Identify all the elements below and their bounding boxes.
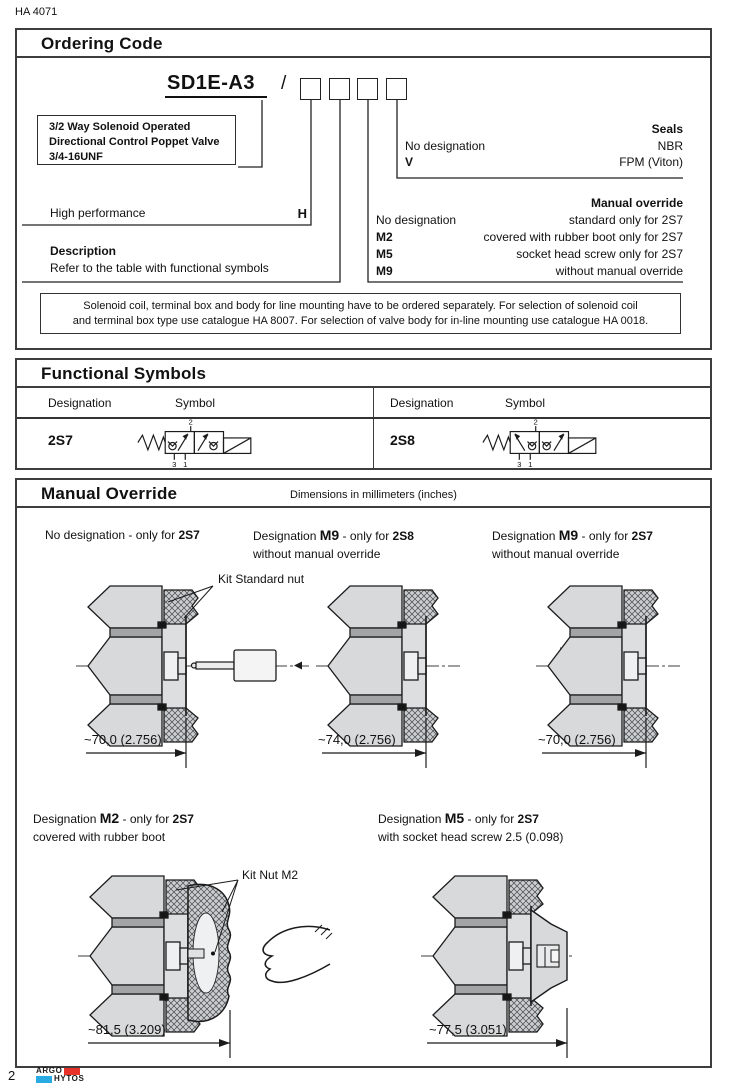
- ordering-code-header: [17, 30, 710, 58]
- description-text: Refer to the table with functional symbols: [50, 261, 269, 275]
- designation-2s7: 2S7: [48, 432, 73, 448]
- drawing-m9-2s8: [310, 560, 485, 775]
- high-performance-label: High performance: [50, 206, 146, 220]
- valve-symbol-2s8: [467, 417, 619, 468]
- col-header-symbol: Symbol: [505, 396, 546, 410]
- high-performance-code: H: [297, 206, 307, 221]
- drawing-standard-override: [70, 560, 320, 775]
- section-manual-override: [15, 478, 712, 1068]
- port-label-3: 3: [172, 460, 177, 468]
- manual-override-row: M9 without manual override: [376, 264, 683, 278]
- description-title: Description: [50, 244, 117, 258]
- variant-label-m5: Designation M5 - only for 2S7 with socket head screw 2.5 (0.098): [378, 810, 564, 844]
- logo-cyan-block: [36, 1076, 52, 1083]
- port-label-3: 3: [517, 460, 522, 468]
- ordering-model: [165, 72, 286, 95]
- variant-label-m2: Designation M2 - only for 2S7 covered with rubber boot: [33, 810, 194, 844]
- manual-override-header: [17, 480, 710, 508]
- section-functional-symbols: [15, 358, 712, 470]
- code-position-box-1: [300, 78, 321, 100]
- table-divider: [373, 388, 374, 468]
- page-number: 2: [8, 1068, 16, 1083]
- manual-override-row: M2 covered with rubber boot only for 2S7: [376, 230, 683, 244]
- seals-title: Seals: [651, 122, 683, 136]
- manual-override-row: No designation standard only for 2S7: [376, 213, 683, 227]
- manual-override-title: Manual override: [590, 196, 683, 210]
- port-label-2: 2: [533, 417, 538, 427]
- valve-type-box: 3/2 Way Solenoid Operated Directional Control Poppet Valve 3/4-16UNF: [37, 115, 236, 165]
- manual-override-row: M5 socket head screw only for 2S7: [376, 247, 683, 261]
- col-header-designation: Designation: [390, 396, 454, 410]
- dimension-label: ~70,0 (2.756): [84, 732, 162, 747]
- finger-icon: [263, 925, 332, 982]
- units-note: Dimensions in millimeters (inches): [290, 489, 457, 501]
- col-header-designation: Designation: [48, 396, 112, 410]
- kit-callout: Kit Standard nut: [218, 572, 305, 586]
- code-position-box-3: [357, 78, 378, 100]
- functional-symbols-title: Functional Symbols: [41, 364, 207, 383]
- seals-row: V FPM (Viton): [405, 155, 683, 169]
- variant-label-no-designation: No designation - only for 2S7: [45, 528, 200, 542]
- drawing-m9-2s7: [530, 560, 705, 775]
- manual-override-section-title: Manual Override: [41, 484, 178, 503]
- ordering-code-title: Ordering Code: [41, 34, 163, 53]
- port-label-2: 2: [188, 417, 193, 427]
- dimension-label: ~70,0 (2.756): [538, 732, 616, 747]
- kit-callout: Kit Nut M2: [242, 868, 299, 882]
- dimension-label: ~74,0 (2.756): [318, 732, 396, 747]
- port-label-1: 1: [528, 460, 533, 468]
- model-code: SD1E-A3: [165, 72, 267, 98]
- logo-text-hytos: HYTOS: [54, 1074, 85, 1083]
- drawing-m2-rubber-boot: [72, 850, 342, 1065]
- model-separator: /: [280, 73, 287, 94]
- doc-code: HA 4071: [15, 6, 58, 18]
- seals-row: No designation NBR: [405, 139, 683, 153]
- port-label-1: 1: [183, 460, 188, 468]
- variant-label-m9-2s8: Designation M9 - only for 2S8 without manual override: [253, 527, 414, 561]
- valve-symbol-2s7: [122, 417, 274, 468]
- variant-label-m9-2s7: Designation M9 - only for 2S7 without manual override: [492, 527, 653, 561]
- dimension-label: ~81,5 (3.209): [88, 1022, 166, 1037]
- functional-symbols-header: [17, 360, 710, 388]
- logo-text-argo: ARGO: [36, 1066, 63, 1075]
- col-header-symbol: Symbol: [175, 396, 216, 410]
- high-performance-row: [50, 206, 307, 221]
- argo-hytos-logo: [36, 1067, 84, 1083]
- code-position-box-2: [329, 78, 350, 100]
- dimension-label: ~77,5 (3.051): [429, 1022, 507, 1037]
- code-position-box-4: [386, 78, 407, 100]
- designation-2s8: 2S8: [390, 432, 415, 448]
- ordering-note: Solenoid coil, terminal box and body for line mounting have to be ordered separately. For selection of solenoid coil and terminal box type use catalogue HA 8007. For selection of valve body for in-line mounting use catalogue HA 0018.: [40, 293, 681, 334]
- drawing-m5-socket-screw: [415, 850, 650, 1065]
- section-ordering-code: [15, 28, 712, 350]
